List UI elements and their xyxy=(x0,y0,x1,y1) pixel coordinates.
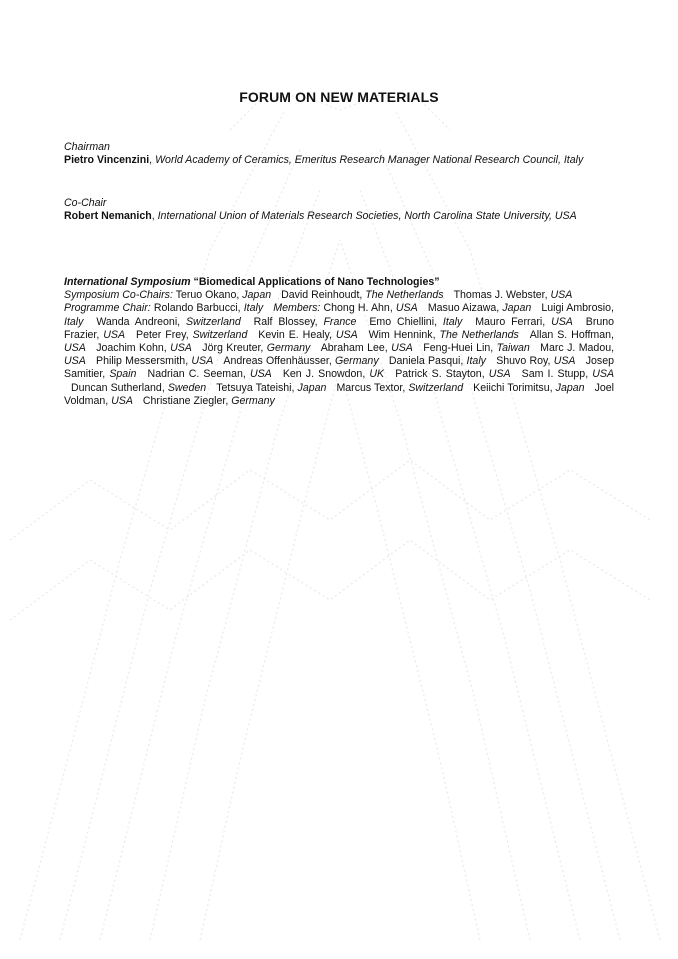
member-name: Josep Samitier xyxy=(64,355,614,381)
member-name: Patrick S. Stayton xyxy=(395,368,482,381)
member-name: Emo Chiellini xyxy=(369,315,435,328)
member-country: Spain xyxy=(109,368,137,381)
member-name: Daniela Pasqui xyxy=(388,355,461,368)
chairman-name: Pietro Vincenzini xyxy=(64,154,150,167)
committee-member: Tetsuya Tateishi, Japan xyxy=(216,381,327,394)
member-country: USA xyxy=(335,328,358,341)
committee-member: Emo Chiellini, Italy xyxy=(369,315,463,328)
committee-member: Andreas Offenhäusser, Germany xyxy=(223,355,379,368)
committee-member: Rolando Barbucci, Italy xyxy=(153,302,264,315)
committee-member: Allan S. Hoffman, USA xyxy=(64,328,614,355)
member-name: Shuvo Roy xyxy=(496,355,548,368)
member-name: Keiichi Torimitsu xyxy=(473,381,550,394)
committee-member: Ralf Blossey, France xyxy=(253,315,357,328)
member-country: Japan xyxy=(555,381,585,394)
committee-member: Joachim Kohn, USA xyxy=(96,342,192,355)
member-country: Taiwan xyxy=(496,342,530,355)
member-country: Italy xyxy=(466,355,486,368)
committee-member: Wim Hennink, The Netherlands xyxy=(368,328,519,341)
member-name: Wanda Andreoni xyxy=(96,315,178,328)
committee-member: Nadrian C. Seeman, USA xyxy=(147,368,272,381)
committee-member: Philip Messersmith, USA xyxy=(96,355,214,368)
member-name: Masuo Aizawa xyxy=(427,302,497,315)
member-country: USA xyxy=(64,355,86,368)
committee-member: Duncan Sutherland, Sweden xyxy=(71,381,207,394)
member-country: Germany xyxy=(335,355,379,368)
member-name: Duncan Sutherland xyxy=(71,381,162,394)
committee-member: Sam I. Stupp, USA xyxy=(521,368,615,381)
committee-member: Jörg Kreuter, Germany xyxy=(202,342,311,355)
member-name: Sam I. Stupp xyxy=(521,368,586,381)
member-name: Mauro Ferrari xyxy=(475,315,543,328)
member-country: USA xyxy=(170,342,192,355)
member-country: Switzerland xyxy=(192,328,248,341)
member-name: Joel Voldman xyxy=(64,381,615,407)
member-name: Nadrian C. Seeman xyxy=(147,368,243,381)
member-country: USA xyxy=(391,342,413,355)
member-country: USA xyxy=(551,315,573,328)
member-country: USA xyxy=(395,302,418,315)
member-country: Switzerland xyxy=(185,315,241,328)
member-country: Italy xyxy=(442,315,463,328)
committee-member: Patrick S. Stayton, USA xyxy=(395,368,511,381)
members-label: Members: xyxy=(273,302,321,315)
member-name: Luigi Ambrosio xyxy=(541,302,612,315)
member-name: Bruno Frazier xyxy=(64,315,615,341)
symposium-title: “Biomedical Applications of Nano Technologies” xyxy=(193,276,440,288)
committee-member: Masuo Aizawa, Japan xyxy=(427,302,532,315)
committee-list xyxy=(64,289,614,408)
chairman-affiliation: World Academy of Ceramics, Emeritus Research Manager National Research Council, Italy xyxy=(155,154,584,167)
member-country: USA xyxy=(550,289,573,302)
cochair-affiliation: International Union of Materials Research Societies, North Carolina State University, USA xyxy=(157,210,577,223)
member-name: Christiane Ziegler xyxy=(142,394,226,407)
member-name: Philip Messersmith xyxy=(96,355,186,368)
member-country: Switzerland xyxy=(408,381,464,394)
committee-member: Feng-Huei Lin, Taiwan xyxy=(423,342,530,355)
member-name: Wim Hennink xyxy=(368,328,433,341)
member-country: USA xyxy=(249,368,272,381)
committee-member: Christiane Ziegler, Germany xyxy=(142,394,275,407)
member-name: Ralf Blossey xyxy=(253,315,315,328)
member-country: USA xyxy=(488,368,511,381)
member-name: Rolando Barbucci xyxy=(153,302,238,315)
page-title: FORUM ON NEW MATERIALS xyxy=(239,89,439,105)
member-country: Sweden xyxy=(167,381,207,394)
cochair-role-label: Co-Chair xyxy=(64,197,107,209)
cochair-entry: Robert Nemanich, International Union of Materials Research Societies, North Carolina State University, USA xyxy=(64,210,577,223)
member-name: Teruo Okano xyxy=(175,289,237,302)
symposium-heading xyxy=(64,276,614,289)
committee-member: Abraham Lee, USA xyxy=(320,342,413,355)
member-name: Peter Frey xyxy=(136,328,186,341)
member-country: Italy xyxy=(243,302,264,315)
member-country: Germany xyxy=(231,394,275,407)
committee-member: Daniela Pasqui, Italy xyxy=(388,355,486,368)
member-name: Joachim Kohn xyxy=(96,342,164,355)
member-name: Marc J. Madou xyxy=(540,342,612,355)
chairman-section xyxy=(64,141,614,167)
member-country: USA xyxy=(592,368,615,381)
committee-member: Luigi Ambrosio, Italy xyxy=(64,302,614,328)
symposium-label: International Symposium xyxy=(64,276,191,288)
committee-member: Ken J. Snowdon, UK xyxy=(282,368,385,381)
member-name: Marcus Textor xyxy=(336,381,403,394)
member-name: Chong H. Ahn xyxy=(323,302,390,315)
committee-member: Chong H. Ahn, USA xyxy=(323,302,418,315)
member-name: Abraham Lee xyxy=(320,342,385,355)
member-name: Feng-Huei Lin xyxy=(423,342,491,355)
member-country: The Netherlands xyxy=(439,328,519,341)
member-country: USA xyxy=(103,328,126,341)
member-name: Andreas Offenhäusser xyxy=(223,355,329,368)
committee-member: Peter Frey, Switzerland xyxy=(136,328,248,341)
committee-member: Josep Samitier, Spain xyxy=(64,355,614,381)
committee-member: Keiichi Torimitsu, Japan xyxy=(473,381,585,394)
chairman-role-label: Chairman xyxy=(64,141,110,153)
member-name: Kevin E. Healy xyxy=(258,328,329,341)
member-country: Italy xyxy=(64,315,84,328)
committee-member: David Reinhoudt, The Netherlands xyxy=(281,289,444,302)
committee-member: Marc J. Madou, USA xyxy=(64,342,615,368)
committee-member: Shuvo Roy, USA xyxy=(496,355,576,368)
member-country: Japan xyxy=(242,289,272,302)
committee-member: Kevin E. Healy, USA xyxy=(258,328,358,341)
member-country: Japan xyxy=(297,381,327,394)
chairman-entry: Pietro Vincenzini, World Academy of Ceramics, Emeritus Research Manager National Research Council, Italy xyxy=(64,154,584,167)
member-country: France xyxy=(323,315,357,328)
cochair-name: Robert Nemanich xyxy=(64,210,152,223)
cochair-section xyxy=(64,197,614,223)
member-country: USA xyxy=(64,342,86,355)
programme-chair-label: Programme Chair: xyxy=(64,302,151,315)
member-name: Thomas J. Webster xyxy=(453,289,545,302)
committee-member: Thomas J. Webster, USA xyxy=(453,289,573,302)
member-name: Allan S. Hoffman xyxy=(529,328,612,341)
committee-member: Bruno Frazier, USA xyxy=(64,315,615,341)
cochairs-label: Symposium Co-Chairs: xyxy=(64,289,173,302)
member-name: Tetsuya Tateishi xyxy=(216,381,292,394)
member-name: David Reinhoudt xyxy=(281,289,360,302)
member-country: USA xyxy=(191,355,214,368)
committee-member: Mauro Ferrari, USA xyxy=(475,315,573,328)
member-country: UK xyxy=(369,368,385,381)
member-country: Japan xyxy=(502,302,532,315)
member-country: Germany xyxy=(266,342,311,355)
member-country: USA xyxy=(553,355,576,368)
member-name: Ken J. Snowdon xyxy=(282,368,363,381)
member-name: Jörg Kreuter xyxy=(202,342,261,355)
symposium-section xyxy=(64,276,614,408)
committee-member: Teruo Okano, Japan xyxy=(175,289,272,302)
member-country: The Netherlands xyxy=(365,289,444,302)
committee-member: Wanda Andreoni, Switzerland xyxy=(96,315,241,328)
committee-member: Marcus Textor, Switzerland xyxy=(336,381,464,394)
member-country: USA xyxy=(111,394,133,407)
committee-member: Joel Voldman, USA xyxy=(64,381,615,407)
